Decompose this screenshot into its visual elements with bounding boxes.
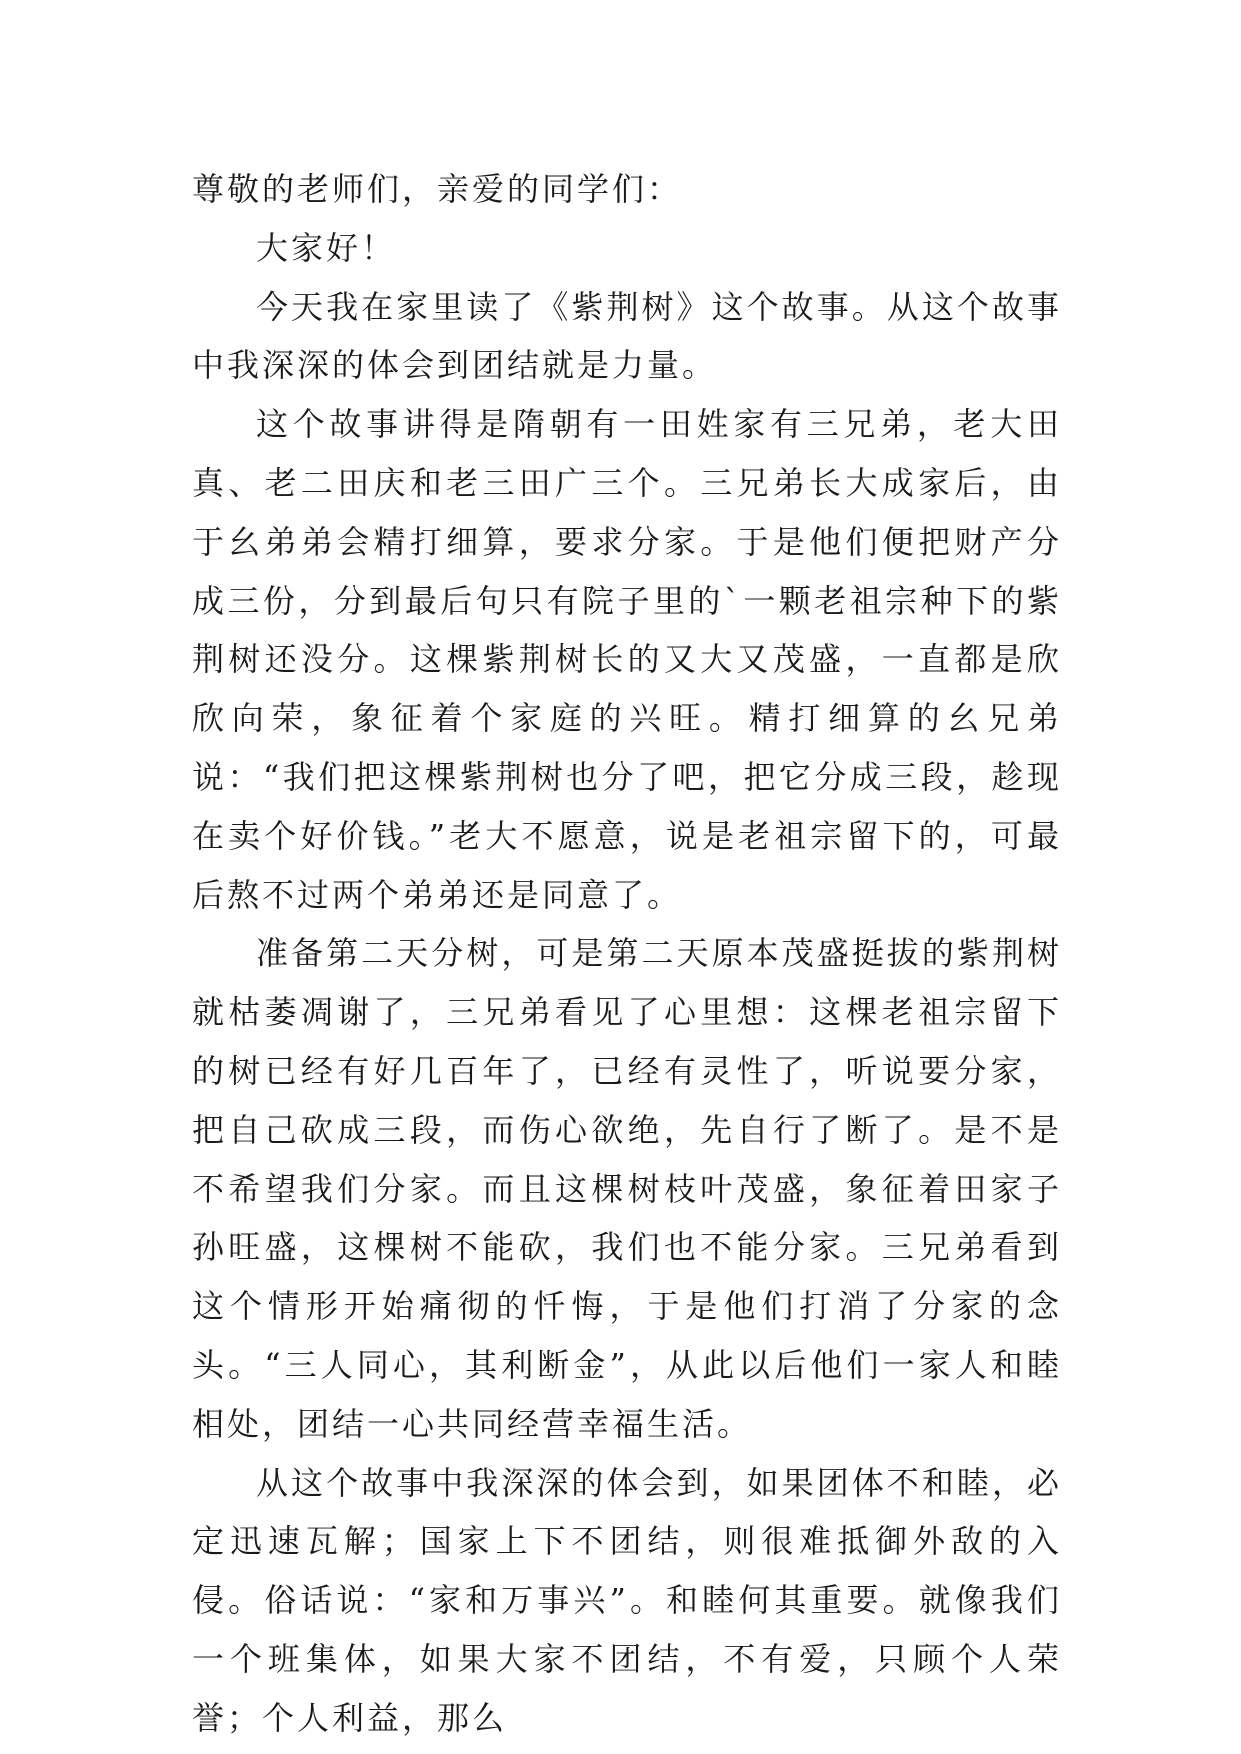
salutation: 尊敬的老师们，亲爱的同学们：: [192, 170, 683, 208]
paragraph-lesson: 从这个故事中我深深的体会到，如果团体不和睦，必定迅速瓦解；国家上下不团结，则很难抵御外敌的入侵。俗话说：“家和万事兴”。和睦何其重要。就像我们一个班集体，如果大家不团结，不有爱，只顾个人荣誉；个人利益，那么: [192, 1463, 1062, 1737]
paragraph-intro: 今天我在家里读了《紫荆树》这个故事。从这个故事中我深深的体会到团结就是力量。: [192, 287, 1062, 385]
document-body: [192, 160, 1062, 1748]
paragraph-story: 这个故事讲得是隋朝有一田姓家有三兄弟，老大田真、老二田庆和老三田广三个。三兄弟长大成家后，由于幺弟弟会精打细算，要求分家。于是他们便把财产分成三份，分到最后句只有院子里的`一颗老祖宗种下的紫荆树还没分。这棵紫荆树长的又大又茂盛，一直都是欣欣向荣，象征着个家庭的兴旺。精打细算的幺兄弟说：“我们把这棵紫荆树也分了吧，把它分成三段，趁现在卖个好价钱。”老大不愿意，说是老祖宗留下的，可最后熬不过两个弟弟还是同意了。: [192, 405, 1062, 914]
greeting: 大家好！: [256, 228, 397, 267]
paragraph-tree-withers: 准备第二天分树，可是第二天原本茂盛挺拔的紫荆树就枯萎凋谢了，三兄弟看见了心里想：这棵老祖宗留下的树已经有好几百年了，已经有灵性了，听说要分家，把自己砍成三段，而伤心欲绝，先自行了断了。是不是不希望我们分家。而且这棵树枝叶茂盛，象征着田家子孙旺盛，这棵树不能砍，我们也不能分家。三兄弟看到这个情形开始痛彻的忏悔，于是他们打消了分家的念头。“三人同心，其利断金”，从此以后他们一家人和睦相处，团结一心共同经营幸福生活。: [192, 934, 1062, 1443]
